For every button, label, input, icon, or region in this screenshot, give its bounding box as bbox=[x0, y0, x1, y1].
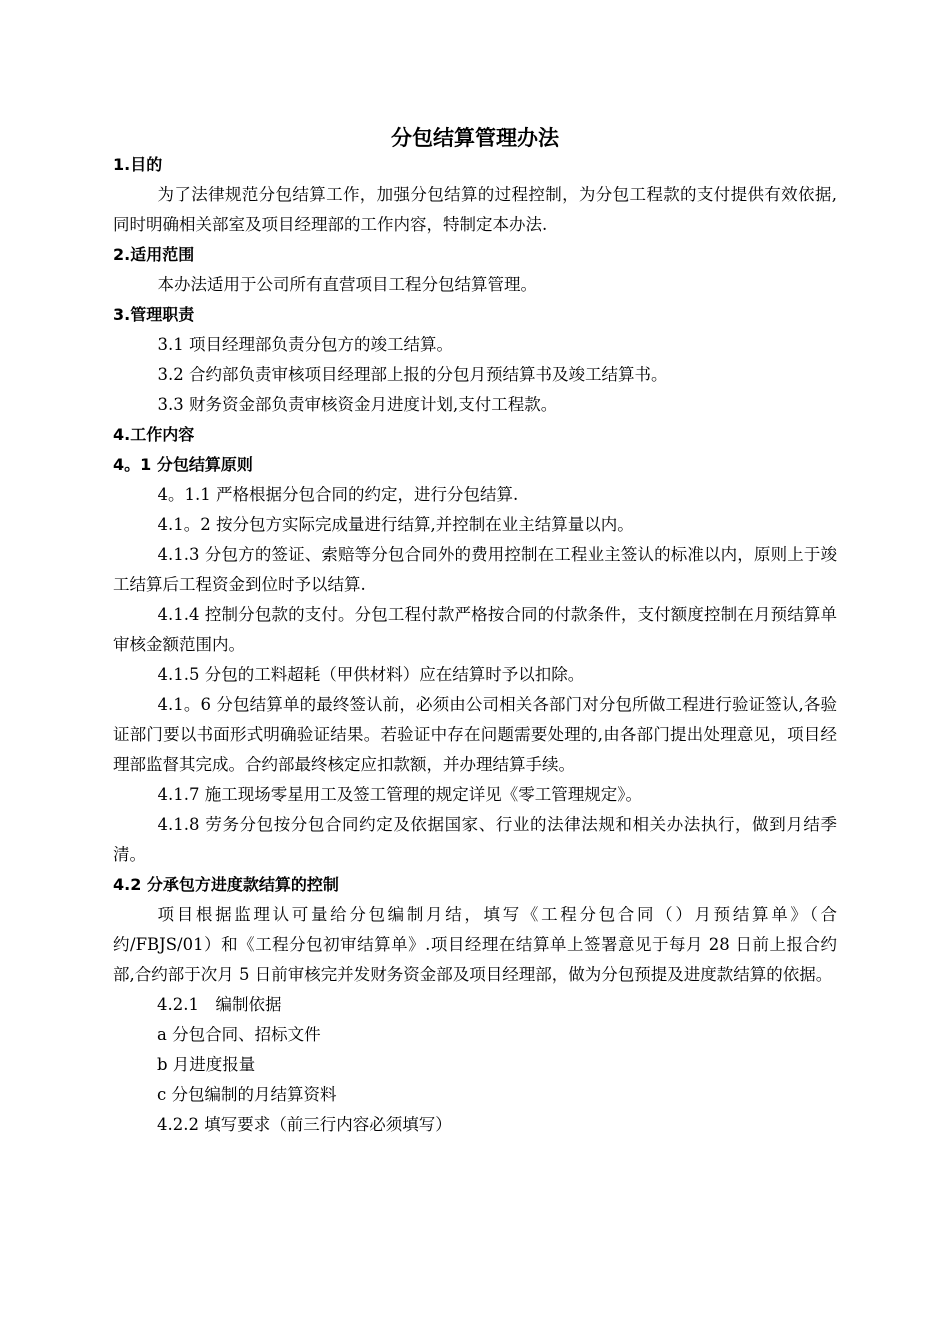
list-item: b 月进度报量 bbox=[157, 1055, 256, 1074]
document-body bbox=[113, 150, 837, 1140]
paragraph: 4.1。2 按分包方实际完成量进行结算,并控制在业主结算量以内。 bbox=[157, 515, 634, 534]
paragraph: 3.2 合约部负责审核项目经理部上报的分包月预结算书及竣工结算书。 bbox=[157, 365, 668, 384]
paragraph: 项目根据监理认可量给分包编制月结，填写《工程分包合同（）月预结算单》（合约/FBJS/01）和《工程分包初审结算单》.项目经理在结算单上签署意见于每月 28 日前上报合约部,合约部于次月 5 日前审核完并发财务资金部及项目经理部，做为分包预提及进度款结算的依据。 bbox=[113, 905, 837, 984]
paragraph: 4.1.3 分包方的签证、索赔等分包合同外的费用控制在工程业主签认的标准以内，原则上于竣工结算后工程资金到位时予以结算. bbox=[113, 545, 837, 594]
section-heading: 4.工作内容 bbox=[113, 425, 195, 444]
list-item: 4.2.1 编制依据 bbox=[157, 995, 282, 1014]
section-heading: 1.目的 bbox=[113, 155, 163, 174]
paragraph: 4.1.4 控制分包款的支付。分包工程付款严格按合同的付款条件，支付额度控制在月预结算单审核金额范围内。 bbox=[113, 605, 837, 654]
section-heading: 2.适用范围 bbox=[113, 245, 195, 264]
document-title: 分包结算管理办法 bbox=[391, 126, 559, 150]
list-item: c 分包编制的月结算资料 bbox=[157, 1085, 337, 1104]
paragraph: 本办法适用于公司所有直营项目工程分包结算管理。 bbox=[157, 275, 538, 294]
paragraph: 4.1.5 分包的工料超耗（甲供材料）应在结算时予以扣除。 bbox=[157, 665, 585, 684]
list-item: 4.2.2 填写要求（前三行内容必须填写） bbox=[157, 1115, 452, 1134]
subsection-heading: 4.2 分承包方进度款结算的控制 bbox=[113, 875, 339, 894]
paragraph: 4。1.1 严格根据分包合同的约定，进行分包结算. bbox=[157, 485, 519, 504]
paragraph: 4.1.7 施工现场零星用工及签工管理的规定详见《零工管理规定》。 bbox=[157, 785, 643, 804]
paragraph: 3.1 项目经理部负责分包方的竣工结算。 bbox=[157, 335, 454, 354]
paragraph: 4.1。6 分包结算单的最终签认前，必须由公司相关各部门对分包所做工程进行验证签认,各验证部门要以书面形式明确验证结果。若验证中存在问题需要处理的,由各部门提出处理意见，项目经理部监督其完成。合约部最终核定应扣款额，并办理结算手续。 bbox=[113, 695, 837, 774]
paragraph: 3.3 财务资金部负责审核资金月进度计划,支付工程款。 bbox=[157, 395, 558, 414]
list-item: a 分包合同、招标文件 bbox=[157, 1025, 321, 1044]
section-heading: 3.管理职责 bbox=[113, 305, 195, 324]
paragraph: 4.1.8 劳务分包按分包合同约定及依据国家、行业的法律法规和相关办法执行，做到月结季清。 bbox=[113, 815, 837, 864]
subsection-heading: 4。1 分包结算原则 bbox=[113, 455, 253, 474]
paragraph: 为了法律规范分包结算工作，加强分包结算的过程控制，为分包工程款的支付提供有效依据,同时明确相关部室及项目经理部的工作内容，特制定本办法. bbox=[113, 185, 837, 234]
